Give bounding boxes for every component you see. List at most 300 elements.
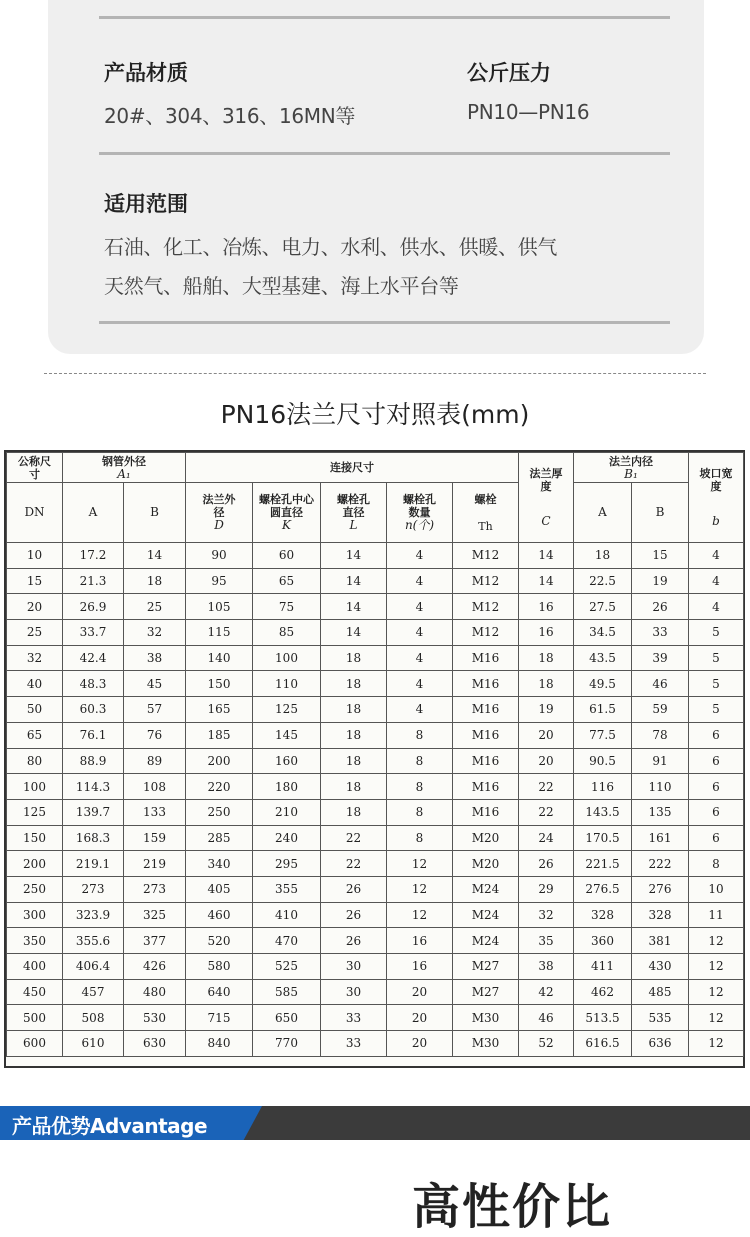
table-cell: 180 bbox=[253, 774, 321, 800]
header-bolt bbox=[453, 483, 519, 543]
table-cell: 165 bbox=[186, 697, 253, 723]
table-row bbox=[7, 902, 744, 928]
divider-middle bbox=[99, 152, 670, 155]
table-cell: 273 bbox=[124, 876, 186, 902]
table-cell: 33.7 bbox=[63, 620, 124, 646]
table-cell: 33 bbox=[321, 1031, 387, 1057]
table-cell: M12 bbox=[453, 543, 519, 569]
table-cell: 125 bbox=[253, 697, 321, 723]
header-connection: 连接尺寸 bbox=[186, 453, 519, 483]
table-cell: 276 bbox=[632, 876, 689, 902]
header-flange-thickness bbox=[519, 453, 574, 543]
table-cell: 76 bbox=[124, 722, 186, 748]
table-cell: 426 bbox=[124, 954, 186, 980]
table-cell: 77.5 bbox=[574, 722, 632, 748]
table-cell: 340 bbox=[186, 851, 253, 877]
table-cell: 22.5 bbox=[574, 568, 632, 594]
table-cell: M30 bbox=[453, 1005, 519, 1031]
table-cell: 4 bbox=[387, 568, 453, 594]
table-cell: 610 bbox=[63, 1031, 124, 1057]
scope-line-2: 天然气、船舶、大型基建、海上水平台等 bbox=[104, 274, 459, 298]
table-cell: 14 bbox=[519, 568, 574, 594]
table-cell: 6 bbox=[689, 774, 744, 800]
table-cell: 20 bbox=[519, 722, 574, 748]
table-cell: 35 bbox=[519, 928, 574, 954]
table-cell: 295 bbox=[253, 851, 321, 877]
table-cell: 8 bbox=[387, 825, 453, 851]
table-cell: 6 bbox=[689, 799, 744, 825]
table-cell: 18 bbox=[321, 748, 387, 774]
table-cell: 328 bbox=[574, 902, 632, 928]
table-title: PN16法兰尺寸对照表(mm) bbox=[220, 400, 530, 429]
table-cell: 4 bbox=[387, 543, 453, 569]
table-cell: 4 bbox=[387, 620, 453, 646]
table-cell: 20 bbox=[7, 594, 63, 620]
table-cell: 4 bbox=[689, 543, 744, 569]
table-cell: 222 bbox=[632, 851, 689, 877]
header-nominal: 公称尺寸 bbox=[7, 453, 63, 483]
table-cell: 19 bbox=[519, 697, 574, 723]
table-cell: 20 bbox=[387, 1005, 453, 1031]
table-cell: 406.4 bbox=[63, 954, 124, 980]
table-cell: 273 bbox=[63, 876, 124, 902]
table-cell: 32 bbox=[124, 620, 186, 646]
table-cell: 90 bbox=[186, 543, 253, 569]
table-cell: 8 bbox=[689, 851, 744, 877]
table-row bbox=[7, 825, 744, 851]
table-cell: 16 bbox=[519, 620, 574, 646]
table-cell: 6 bbox=[689, 748, 744, 774]
table-cell: 60.3 bbox=[63, 697, 124, 723]
material-label: 产品材质 bbox=[104, 61, 188, 85]
table-cell: 135 bbox=[632, 799, 689, 825]
table-cell: 15 bbox=[7, 568, 63, 594]
table-cell: 18 bbox=[574, 543, 632, 569]
table-cell: 12 bbox=[689, 954, 744, 980]
table-cell: 328 bbox=[632, 902, 689, 928]
table-cell: 18 bbox=[321, 671, 387, 697]
table-cell: 49.5 bbox=[574, 671, 632, 697]
table-cell: 22 bbox=[519, 799, 574, 825]
table-cell: 485 bbox=[632, 979, 689, 1005]
header-dn: DN bbox=[7, 483, 63, 543]
header-a2: A bbox=[574, 483, 632, 543]
table-cell: 32 bbox=[7, 645, 63, 671]
table-cell: 78 bbox=[632, 722, 689, 748]
table-cell: 116 bbox=[574, 774, 632, 800]
table-cell: 150 bbox=[7, 825, 63, 851]
table-cell: 12 bbox=[689, 1031, 744, 1057]
table-cell: 14 bbox=[124, 543, 186, 569]
table-cell: 12 bbox=[689, 928, 744, 954]
table-cell: 161 bbox=[632, 825, 689, 851]
table-cell: 22 bbox=[321, 851, 387, 877]
header-bolt-circle-text: 螺栓孔中心圆直径 bbox=[259, 493, 314, 519]
table-cell: M16 bbox=[453, 671, 519, 697]
table-cell: 33 bbox=[632, 620, 689, 646]
table-cell: 65 bbox=[253, 568, 321, 594]
table-cell: 90.5 bbox=[574, 748, 632, 774]
table-cell: 460 bbox=[186, 902, 253, 928]
material-value: 20#、304、316、16MN等 bbox=[104, 104, 356, 128]
table-cell: 14 bbox=[321, 568, 387, 594]
table-cell: 46 bbox=[519, 1005, 574, 1031]
table-cell: 18 bbox=[124, 568, 186, 594]
table-cell: 5 bbox=[689, 671, 744, 697]
table-cell: 26 bbox=[321, 902, 387, 928]
header-bolt-hole bbox=[321, 483, 387, 543]
table-cell: 19 bbox=[632, 568, 689, 594]
table-cell: 350 bbox=[7, 928, 63, 954]
table-cell: 12 bbox=[387, 851, 453, 877]
table-row bbox=[7, 799, 744, 825]
table-cell: 410 bbox=[253, 902, 321, 928]
table-cell: 105 bbox=[186, 594, 253, 620]
table-cell: 18 bbox=[519, 671, 574, 697]
scope-line-1: 石油、化工、冶炼、电力、水利、供水、供暖、供气 bbox=[104, 235, 558, 259]
header-bolt-circle-symbol: K bbox=[282, 518, 291, 532]
header-groove-width-text: 坡口宽度 bbox=[699, 467, 733, 493]
table-cell: 10 bbox=[7, 543, 63, 569]
table-cell: 38 bbox=[519, 954, 574, 980]
table-row bbox=[7, 722, 744, 748]
table-cell: 450 bbox=[7, 979, 63, 1005]
pressure-label: 公斤压力 bbox=[467, 61, 551, 85]
table-row bbox=[7, 1031, 744, 1057]
table-cell: 42.4 bbox=[63, 645, 124, 671]
table-row bbox=[7, 645, 744, 671]
table-cell: 325 bbox=[124, 902, 186, 928]
header-bolt-th: Th bbox=[478, 519, 493, 533]
table-cell: 12 bbox=[387, 902, 453, 928]
table-cell: 377 bbox=[124, 928, 186, 954]
table-cell: 18 bbox=[321, 645, 387, 671]
table-row bbox=[7, 1005, 744, 1031]
table-cell: 20 bbox=[387, 1031, 453, 1057]
table-cell: 430 bbox=[632, 954, 689, 980]
table-cell: 170.5 bbox=[574, 825, 632, 851]
table-cell: 43.5 bbox=[574, 645, 632, 671]
table-row bbox=[7, 568, 744, 594]
table-cell: 4 bbox=[689, 594, 744, 620]
table-cell: 14 bbox=[321, 594, 387, 620]
table-cell: M16 bbox=[453, 774, 519, 800]
table-row bbox=[7, 620, 744, 646]
table-cell: 221.5 bbox=[574, 851, 632, 877]
table-cell: 200 bbox=[7, 851, 63, 877]
header-bolt-count-symbol: n(个) bbox=[404, 518, 435, 532]
header-flange-od-text: 法兰外径 bbox=[202, 493, 236, 519]
table-cell: M16 bbox=[453, 645, 519, 671]
table-cell: 276.5 bbox=[574, 876, 632, 902]
table-cell: 770 bbox=[253, 1031, 321, 1057]
table-cell: 600 bbox=[7, 1031, 63, 1057]
table-cell: 48.3 bbox=[63, 671, 124, 697]
table-cell: 18 bbox=[321, 722, 387, 748]
table-cell: M27 bbox=[453, 954, 519, 980]
table-cell: 26 bbox=[321, 876, 387, 902]
table-cell: 580 bbox=[186, 954, 253, 980]
table-cell: 133 bbox=[124, 799, 186, 825]
table-cell: 18 bbox=[321, 697, 387, 723]
table-cell: 12 bbox=[387, 876, 453, 902]
table-cell: 24 bbox=[519, 825, 574, 851]
table-cell: 61.5 bbox=[574, 697, 632, 723]
header-bolt-hole-symbol: L bbox=[349, 518, 358, 532]
table-cell: 168.3 bbox=[63, 825, 124, 851]
table-cell: 80 bbox=[7, 748, 63, 774]
table-cell: 12 bbox=[689, 1005, 744, 1031]
header-flange-od bbox=[186, 483, 253, 543]
table-cell: 65 bbox=[7, 722, 63, 748]
table-cell: 8 bbox=[387, 748, 453, 774]
table-cell: 125 bbox=[7, 799, 63, 825]
table-cell: 285 bbox=[186, 825, 253, 851]
table-row bbox=[7, 979, 744, 1005]
table-cell: 34.5 bbox=[574, 620, 632, 646]
scope-label: 适用范围 bbox=[104, 192, 188, 216]
table-row bbox=[7, 876, 744, 902]
table-cell: 20 bbox=[519, 748, 574, 774]
advantage-headline: 高性价比 bbox=[412, 1179, 613, 1235]
table-cell: 355.6 bbox=[63, 928, 124, 954]
table-cell: 4 bbox=[387, 594, 453, 620]
table-cell: 150 bbox=[186, 671, 253, 697]
table-cell: 210 bbox=[253, 799, 321, 825]
table-cell: 26 bbox=[519, 851, 574, 877]
table-cell: 143.5 bbox=[574, 799, 632, 825]
table-cell: 26 bbox=[321, 928, 387, 954]
table-cell: 88.9 bbox=[63, 748, 124, 774]
table-cell: 508 bbox=[63, 1005, 124, 1031]
table-cell: 715 bbox=[186, 1005, 253, 1031]
table-cell: 4 bbox=[387, 671, 453, 697]
table-row bbox=[7, 594, 744, 620]
table-cell: 500 bbox=[7, 1005, 63, 1031]
table-cell: 530 bbox=[124, 1005, 186, 1031]
table-cell: 75 bbox=[253, 594, 321, 620]
table-cell: 22 bbox=[519, 774, 574, 800]
header-b2: B bbox=[632, 483, 689, 543]
header-groove-width-symbol: b bbox=[712, 514, 720, 528]
table-cell: 159 bbox=[124, 825, 186, 851]
table-cell: 18 bbox=[519, 645, 574, 671]
table-cell: 5 bbox=[689, 620, 744, 646]
table-cell: 513.5 bbox=[574, 1005, 632, 1031]
header-bolt-text: 螺栓 bbox=[474, 492, 497, 506]
table-cell: 16 bbox=[519, 594, 574, 620]
table-cell: M16 bbox=[453, 722, 519, 748]
advantage-tag-label: 产品优势Advantage bbox=[12, 1114, 208, 1138]
table-cell: 15 bbox=[632, 543, 689, 569]
table-cell: 52 bbox=[519, 1031, 574, 1057]
header-flange-thickness-symbol: C bbox=[541, 514, 551, 528]
table-cell: 525 bbox=[253, 954, 321, 980]
table-cell: M24 bbox=[453, 876, 519, 902]
table-cell: 32 bbox=[519, 902, 574, 928]
table-cell: 21.3 bbox=[63, 568, 124, 594]
table-cell: 360 bbox=[574, 928, 632, 954]
table-cell: 6 bbox=[689, 825, 744, 851]
header-flange-id-text: 法兰内径 bbox=[609, 454, 653, 468]
header-flange-id bbox=[574, 453, 689, 483]
table-cell: 38 bbox=[124, 645, 186, 671]
table-cell: 250 bbox=[186, 799, 253, 825]
header-a: A bbox=[63, 483, 124, 543]
table-cell: 140 bbox=[186, 645, 253, 671]
table-row bbox=[7, 748, 744, 774]
table-cell: M20 bbox=[453, 851, 519, 877]
table-cell: 160 bbox=[253, 748, 321, 774]
table-cell: 6 bbox=[689, 722, 744, 748]
table-cell: 89 bbox=[124, 748, 186, 774]
table-cell: 630 bbox=[124, 1031, 186, 1057]
table-cell: 585 bbox=[253, 979, 321, 1005]
table-cell: 535 bbox=[632, 1005, 689, 1031]
table-cell: 26.9 bbox=[63, 594, 124, 620]
table-cell: M30 bbox=[453, 1031, 519, 1057]
table-cell: 11 bbox=[689, 902, 744, 928]
table-cell: 33 bbox=[321, 1005, 387, 1031]
table-cell: 4 bbox=[689, 568, 744, 594]
table-cell: 411 bbox=[574, 954, 632, 980]
table-row bbox=[7, 928, 744, 954]
table-cell: 95 bbox=[186, 568, 253, 594]
table-cell: 100 bbox=[253, 645, 321, 671]
table-cell: 616.5 bbox=[574, 1031, 632, 1057]
table-cell: 14 bbox=[321, 620, 387, 646]
table-cell: 4 bbox=[387, 697, 453, 723]
flange-table-frame bbox=[4, 450, 745, 1068]
table-cell: 110 bbox=[632, 774, 689, 800]
table-cell: 30 bbox=[321, 954, 387, 980]
table-cell: M20 bbox=[453, 825, 519, 851]
table-cell: 59 bbox=[632, 697, 689, 723]
table-cell: 219 bbox=[124, 851, 186, 877]
table-cell: 300 bbox=[7, 902, 63, 928]
table-cell: 40 bbox=[7, 671, 63, 697]
table-cell: 5 bbox=[689, 697, 744, 723]
table-cell: 10 bbox=[689, 876, 744, 902]
table-cell: 14 bbox=[321, 543, 387, 569]
table-cell: 480 bbox=[124, 979, 186, 1005]
table-cell: 323.9 bbox=[63, 902, 124, 928]
header-flange-od-symbol: D bbox=[214, 518, 224, 532]
table-cell: 355 bbox=[253, 876, 321, 902]
table-cell: M12 bbox=[453, 568, 519, 594]
table-cell: 381 bbox=[632, 928, 689, 954]
header-pipe-od-symbol: A₁ bbox=[117, 466, 131, 481]
table-cell: 20 bbox=[387, 979, 453, 1005]
header-groove-width bbox=[689, 453, 744, 543]
table-cell: 18 bbox=[321, 799, 387, 825]
table-cell: 60 bbox=[253, 543, 321, 569]
table-cell: 5 bbox=[689, 645, 744, 671]
table-cell: 840 bbox=[186, 1031, 253, 1057]
header-pipe-od-text: 钢管外径 bbox=[102, 454, 146, 468]
table-cell: 115 bbox=[186, 620, 253, 646]
table-cell: 46 bbox=[632, 671, 689, 697]
table-cell: 18 bbox=[321, 774, 387, 800]
table-cell: 100 bbox=[7, 774, 63, 800]
table-cell: M24 bbox=[453, 902, 519, 928]
table-cell: 76.1 bbox=[63, 722, 124, 748]
header-bolt-hole-text: 螺栓孔直径 bbox=[337, 493, 370, 519]
dashed-separator bbox=[44, 373, 706, 374]
table-cell: 14 bbox=[519, 543, 574, 569]
header-pipe-od bbox=[63, 453, 186, 483]
header-bolt-circle bbox=[253, 483, 321, 543]
table-cell: 29 bbox=[519, 876, 574, 902]
table-row bbox=[7, 774, 744, 800]
table-cell: 57 bbox=[124, 697, 186, 723]
table-cell: 50 bbox=[7, 697, 63, 723]
table-cell: 8 bbox=[387, 774, 453, 800]
table-row bbox=[7, 543, 744, 569]
table-cell: M16 bbox=[453, 748, 519, 774]
table-cell: 185 bbox=[186, 722, 253, 748]
table-body bbox=[7, 543, 744, 1057]
table-cell: 16 bbox=[387, 954, 453, 980]
table-cell: 520 bbox=[186, 928, 253, 954]
table-cell: 42 bbox=[519, 979, 574, 1005]
table-cell: 27.5 bbox=[574, 594, 632, 620]
flange-size-table bbox=[6, 452, 744, 1057]
table-cell: 250 bbox=[7, 876, 63, 902]
table-cell: 139.7 bbox=[63, 799, 124, 825]
header-flange-thickness-text: 法兰厚度 bbox=[529, 467, 563, 493]
table-cell: 39 bbox=[632, 645, 689, 671]
divider-bottom bbox=[99, 321, 670, 324]
table-cell: 91 bbox=[632, 748, 689, 774]
table-cell: 30 bbox=[321, 979, 387, 1005]
table-cell: 470 bbox=[253, 928, 321, 954]
divider-top bbox=[99, 16, 670, 19]
header-bolt-count bbox=[387, 483, 453, 543]
table-cell: 114.3 bbox=[63, 774, 124, 800]
pressure-value: PN10—PN16 bbox=[467, 100, 590, 124]
table-cell: M12 bbox=[453, 620, 519, 646]
table-row bbox=[7, 697, 744, 723]
info-card bbox=[48, 0, 704, 354]
table-row bbox=[7, 671, 744, 697]
header-b: B bbox=[124, 483, 186, 543]
table-cell: 8 bbox=[387, 799, 453, 825]
table-cell: 108 bbox=[124, 774, 186, 800]
table-cell: 240 bbox=[253, 825, 321, 851]
table-cell: 17.2 bbox=[63, 543, 124, 569]
table-cell: 219.1 bbox=[63, 851, 124, 877]
table-row bbox=[7, 851, 744, 877]
table-cell: 220 bbox=[186, 774, 253, 800]
table-cell: 25 bbox=[124, 594, 186, 620]
table-cell: M16 bbox=[453, 799, 519, 825]
table-cell: 640 bbox=[186, 979, 253, 1005]
table-cell: 650 bbox=[253, 1005, 321, 1031]
table-cell: 110 bbox=[253, 671, 321, 697]
table-cell: 405 bbox=[186, 876, 253, 902]
table-cell: 45 bbox=[124, 671, 186, 697]
table-cell: 636 bbox=[632, 1031, 689, 1057]
table-cell: 4 bbox=[387, 645, 453, 671]
table-cell: 22 bbox=[321, 825, 387, 851]
table-row bbox=[7, 954, 744, 980]
table-cell: 16 bbox=[387, 928, 453, 954]
table-cell: M24 bbox=[453, 928, 519, 954]
table-cell: 457 bbox=[63, 979, 124, 1005]
table-cell: M27 bbox=[453, 979, 519, 1005]
header-flange-id-symbol: B₁ bbox=[624, 466, 638, 481]
